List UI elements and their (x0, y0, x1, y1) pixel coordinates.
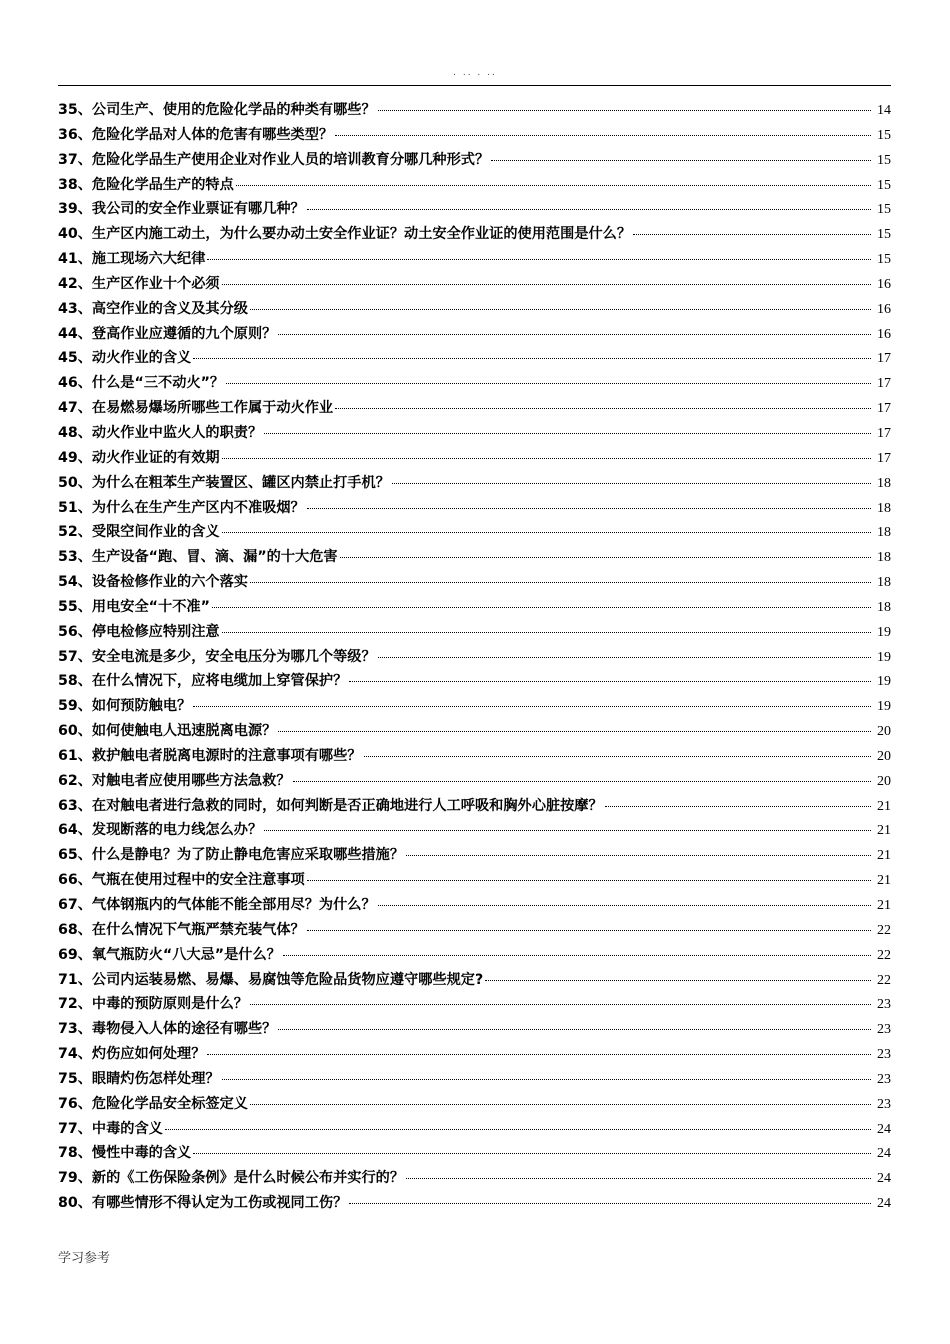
toc-entry[interactable] (58, 521, 891, 546)
toc-entry[interactable] (58, 571, 891, 596)
toc-entry-page-number: 20 (877, 724, 891, 740)
toc-entry-title: 75、眼睛灼伤怎样处理？ (58, 1070, 220, 1087)
dot-leader (250, 1104, 871, 1105)
toc-entry[interactable] (58, 174, 891, 199)
toc-entry-page-number: 22 (877, 972, 891, 988)
toc-entry-title: 57、安全电流是多少，安全电压分为哪几个等级？ (58, 648, 376, 665)
toc-entry[interactable] (58, 1093, 891, 1118)
toc-entry[interactable] (58, 1167, 891, 1192)
toc-entry-page-number: 17 (877, 450, 891, 466)
toc-entry-title: 43、高空作业的含义及其分级 (58, 300, 248, 317)
toc-entry-page-number: 23 (877, 1022, 891, 1038)
toc-entry-title: 60、如何使触电人迅速脱离电源？ (58, 723, 277, 740)
toc-entry-page-number: 22 (877, 947, 891, 963)
dot-leader (222, 1079, 871, 1080)
toc-entry-page-number: 18 (877, 599, 891, 615)
toc-entry[interactable] (58, 472, 891, 497)
dot-leader (250, 309, 871, 310)
toc-entry-page-number: 15 (877, 152, 891, 168)
toc-entry-title: 69、氧气瓶防火“八大忌”是什么？ (58, 946, 281, 963)
dot-leader (378, 657, 871, 658)
toc-entry-page-number: 18 (877, 525, 891, 541)
dot-leader (278, 731, 871, 732)
dot-leader (307, 508, 871, 509)
dot-leader (633, 234, 871, 235)
dot-leader (165, 1129, 871, 1130)
toc-entry[interactable] (58, 1118, 891, 1143)
dot-leader (491, 160, 871, 161)
toc-entry-page-number: 21 (877, 873, 891, 889)
toc-entry-page-number: 16 (877, 276, 891, 292)
toc-entry[interactable] (58, 223, 891, 248)
dot-leader (364, 756, 872, 757)
toc-entry[interactable] (58, 720, 891, 745)
dot-leader (264, 433, 871, 434)
dot-leader (340, 557, 871, 558)
toc-entry-title: 65、什么是静电？为了防止静电危害应采取哪些措施？ (58, 847, 405, 864)
toc-entry-page-number: 23 (877, 1071, 891, 1087)
toc-entry-title: 80、有哪些情形不得认定为工伤或视同工伤？ (58, 1195, 348, 1212)
dot-leader (207, 259, 871, 260)
dot-leader (335, 135, 871, 136)
footer-text: 学习参考 (58, 1251, 111, 1266)
toc-entry[interactable] (58, 670, 891, 695)
toc-entry-page-number: 18 (877, 550, 891, 566)
toc-entry-page-number: 15 (877, 227, 891, 243)
toc-entry-title: 46、什么是“三不动火”？ (58, 375, 225, 392)
dot-leader (250, 1004, 871, 1005)
toc-entry-title: 74、灼伤应如何处理？ (58, 1046, 206, 1063)
toc-entry-page-number: 18 (877, 500, 891, 516)
toc-entry-title: 77、中毒的含义 (58, 1120, 163, 1137)
toc-entry-page-number: 14 (877, 103, 891, 118)
toc-entry-page-number: 16 (877, 301, 891, 317)
dot-leader (307, 930, 871, 931)
toc-entry-page-number: 17 (877, 376, 891, 392)
toc-entry-page-number: 23 (877, 997, 891, 1013)
toc-entry-page-number: 17 (877, 401, 891, 417)
dot-leader (222, 284, 871, 285)
toc-entry[interactable] (58, 993, 891, 1018)
toc-entry-title: 71、公司内运装易燃、易爆、易腐蚀等危险品货物应遵守哪些规定? (58, 971, 484, 988)
toc-entry[interactable] (58, 1018, 891, 1043)
toc-entry[interactable] (58, 347, 891, 372)
toc-entry-page-number: 24 (877, 1121, 891, 1137)
dot-leader (207, 1054, 871, 1055)
toc-entry-title: 78、慢性中毒的含义 (58, 1145, 192, 1162)
dot-leader (193, 358, 871, 359)
toc-entry-title: 67、气体钢瓶内的气体能不能全部用尽？为什么？ (58, 897, 376, 913)
header-dots: . .. . .. (453, 68, 497, 78)
toc-entry-title: 56、停电检修应特别注意 (58, 623, 220, 640)
dot-leader (605, 806, 871, 807)
toc-entry-title: 50、为什么在粗苯生产装置区、罐区内禁止打手机？ (58, 474, 390, 491)
toc-entry[interactable] (58, 894, 891, 919)
toc-entry-title: 55、用电安全“十不准” (58, 598, 210, 615)
toc-entry-title: 53、生产设备“跑、冒、滴、漏”的十大危害 (58, 549, 338, 566)
toc-entry[interactable] (58, 198, 891, 223)
dot-leader (307, 209, 871, 210)
toc-entry-page-number: 23 (877, 1047, 891, 1063)
toc-entry-page-number: 23 (877, 1096, 891, 1112)
toc-entry-page-number: 20 (877, 748, 891, 764)
toc-entry-title: 64、发现断落的电力线怎么办？ (58, 822, 263, 839)
dot-leader (212, 607, 871, 608)
toc-entry-title: 51、为什么在生产生产区内不准吸烟？ (58, 499, 305, 516)
dot-leader (349, 681, 871, 682)
toc-entry-title: 63、在对触电者进行急救的同时，如何判断是否正确地进行人工呼吸和胸外心脏按摩？ (58, 797, 603, 814)
toc-entry-page-number: 21 (877, 798, 891, 814)
toc-entry-page-number: 24 (877, 1146, 891, 1162)
dot-leader (264, 830, 871, 831)
table-of-contents (58, 99, 891, 1217)
toc-entry-title: 61、救护触电者脱离电源时的注意事项有哪些？ (58, 747, 362, 764)
toc-entry[interactable] (58, 497, 891, 522)
toc-entry-title: 47、在易燃易爆场所哪些工作属于动火作业 (58, 400, 334, 417)
toc-entry-page-number: 19 (877, 624, 891, 640)
toc-entry[interactable] (58, 124, 891, 149)
dot-leader (278, 334, 871, 335)
toc-entry-title: 66、气瓶在使用过程中的安全注意事项 (58, 872, 305, 889)
toc-entry-title: 68、在什么情况下气瓶严禁充装气体？ (58, 921, 305, 938)
toc-entry-page-number: 19 (877, 674, 891, 690)
toc-entry-page-number: 18 (877, 475, 891, 491)
toc-entry[interactable] (58, 745, 891, 770)
toc-entry-title: 36、危险化学品对人体的危害有哪些类型？ (58, 126, 334, 143)
toc-entry-title: 79、新的《工伤保险条例》是什么时候公布并实行的？ (58, 1170, 405, 1187)
toc-entry[interactable] (58, 546, 891, 571)
toc-entry-title: 44、登高作业应遵循的九个原则？ (58, 325, 277, 342)
dot-leader (378, 110, 871, 111)
toc-entry-page-number: 16 (877, 326, 891, 342)
dot-leader (392, 483, 871, 484)
toc-entry[interactable] (58, 422, 891, 447)
dot-leader (193, 1153, 871, 1154)
toc-entry-title: 48、动火作业中监火人的职责？ (58, 424, 263, 441)
dot-leader (307, 880, 871, 881)
toc-entry[interactable] (58, 1192, 891, 1217)
toc-entry[interactable] (58, 372, 891, 397)
toc-entry[interactable] (58, 969, 891, 994)
dot-leader (193, 706, 871, 707)
toc-entry-title: 49、动火作业证的有效期 (58, 449, 220, 466)
toc-entry[interactable] (58, 447, 891, 472)
toc-entry[interactable] (58, 596, 891, 621)
toc-entry[interactable] (58, 1068, 891, 1093)
toc-entry[interactable] (58, 273, 891, 298)
dot-leader (349, 1203, 871, 1204)
toc-entry-page-number: 15 (877, 252, 891, 268)
toc-entry[interactable] (58, 298, 891, 323)
toc-entry-page-number: 17 (877, 351, 891, 367)
toc-entry[interactable] (58, 695, 891, 720)
toc-entry[interactable] (58, 819, 891, 844)
toc-entry-title: 72、中毒的预防原则是什么？ (58, 996, 248, 1013)
toc-entry-title: 76、危险化学品安全标签定义 (58, 1095, 248, 1112)
dot-leader (283, 955, 871, 956)
dot-leader (406, 1178, 871, 1179)
dot-leader (222, 532, 871, 533)
toc-entry-page-number: 19 (877, 699, 891, 715)
toc-entry[interactable] (58, 944, 891, 969)
toc-entry[interactable] (58, 397, 891, 422)
dot-leader (485, 980, 871, 981)
toc-entry-page-number: 15 (877, 202, 891, 218)
toc-entry[interactable] (58, 99, 891, 124)
toc-entry-title: 41、施工现场六大纪律 (58, 251, 206, 268)
dot-leader (335, 408, 871, 409)
toc-entry-page-number: 21 (877, 898, 891, 913)
dot-leader (236, 185, 871, 186)
toc-entry-title: 62、对触电者应使用哪些方法急救？ (58, 772, 291, 789)
header-rule (58, 85, 891, 86)
toc-entry-page-number: 24 (877, 1171, 891, 1187)
dot-leader (222, 632, 871, 633)
toc-entry-title: 35、公司生产、使用的危险化学品的种类有哪些？ (58, 102, 376, 118)
dot-leader (278, 1029, 871, 1030)
dot-leader (226, 383, 871, 384)
toc-entry[interactable] (58, 844, 891, 869)
toc-entry-title: 42、生产区作业十个必须 (58, 275, 220, 292)
toc-entry[interactable] (58, 919, 891, 944)
toc-entry-title: 39、我公司的安全作业票证有哪几种？ (58, 201, 305, 218)
toc-entry-page-number: 21 (877, 823, 891, 839)
toc-entry-page-number: 18 (877, 575, 891, 591)
toc-entry-title: 58、在什么情况下，应将电缆加上穿管保护？ (58, 673, 348, 690)
toc-entry-title: 59、如何预防触电？ (58, 698, 192, 715)
toc-entry[interactable] (58, 646, 891, 671)
toc-entry[interactable] (58, 248, 891, 273)
dot-leader (378, 905, 871, 906)
toc-entry-title: 38、危险化学品生产的特点 (58, 176, 234, 193)
dot-leader (406, 855, 871, 856)
toc-entry-title: 73、毒物侵入人体的途径有哪些？ (58, 1021, 277, 1038)
toc-entry-title: 40、生产区内施工动土，为什么要办动土安全作业证？动土安全作业证的使用范围是什么？ (58, 226, 632, 243)
dot-leader (293, 781, 871, 782)
toc-entry-page-number: 15 (877, 127, 891, 143)
toc-entry-page-number: 20 (877, 773, 891, 789)
toc-entry[interactable] (58, 1043, 891, 1068)
toc-entry[interactable] (58, 1142, 891, 1167)
toc-entry[interactable] (58, 149, 891, 174)
toc-entry[interactable] (58, 323, 891, 348)
dot-leader (250, 582, 871, 583)
toc-entry-page-number: 17 (877, 425, 891, 441)
toc-entry-title: 45、动火作业的含义 (58, 350, 192, 367)
toc-entry[interactable] (58, 770, 891, 795)
dot-leader (222, 458, 871, 459)
toc-entry[interactable] (58, 869, 891, 894)
toc-entry-page-number: 15 (877, 177, 891, 193)
toc-entry[interactable] (58, 795, 891, 820)
toc-entry-page-number: 22 (877, 922, 891, 938)
toc-entry-title: 52、受限空间作业的含义 (58, 524, 220, 541)
toc-entry[interactable] (58, 621, 891, 646)
toc-entry-page-number: 24 (877, 1196, 891, 1212)
toc-entry-page-number: 21 (877, 848, 891, 864)
toc-entry-title: 54、设备检修作业的六个落实 (58, 574, 248, 591)
toc-entry-page-number: 19 (877, 649, 891, 665)
toc-entry-title: 37、危险化学品生产使用企业对作业人员的培训教育分哪几种形式？ (58, 151, 490, 168)
